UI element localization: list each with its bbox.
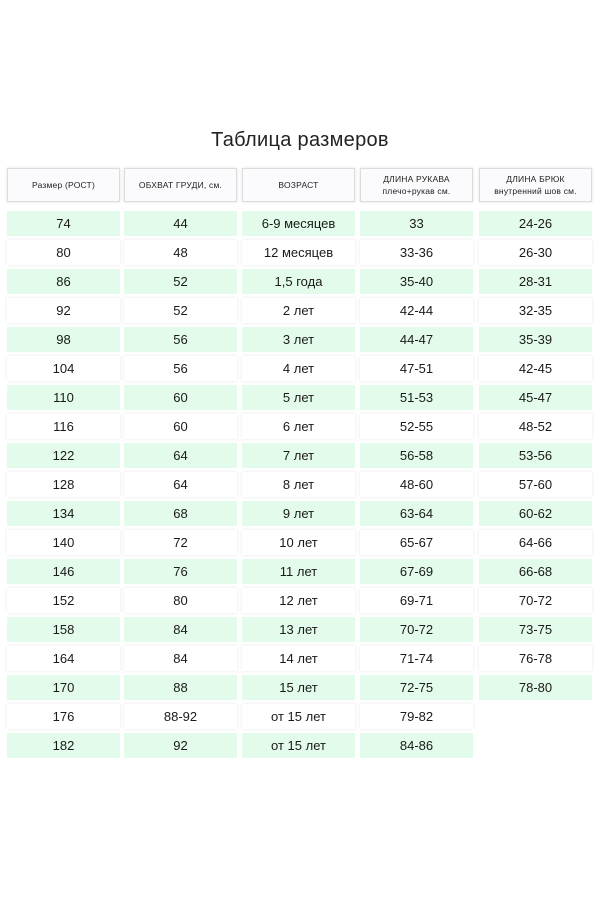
table-cell-age: 6 лет — [242, 414, 355, 439]
table-cell-size: 74 — [7, 211, 120, 236]
table-cell-chest: 52 — [124, 298, 237, 323]
table-cell-size: 164 — [7, 646, 120, 671]
table-cell-trousers: 45-47 — [479, 385, 592, 410]
column-header-age — [242, 168, 355, 202]
table-cell-chest: 56 — [124, 356, 237, 381]
table-cell-trousers: 66-68 — [479, 559, 592, 584]
table-cell-chest: 72 — [124, 530, 237, 555]
table-cell-chest: 84 — [124, 617, 237, 642]
table-cell-chest: 80 — [124, 588, 237, 613]
table-cell-chest: 56 — [124, 327, 237, 352]
table-cell-trousers: 28-31 — [479, 269, 592, 294]
table-cell-sleeve: 51-53 — [360, 385, 473, 410]
table-cell-trousers: 26-30 — [479, 240, 592, 265]
table-cell-chest: 64 — [124, 472, 237, 497]
table-cell-sleeve: 52-55 — [360, 414, 473, 439]
table-cell-trousers: 64-66 — [479, 530, 592, 555]
table-cell-chest: 48 — [124, 240, 237, 265]
table-cell-trousers: 32-35 — [479, 298, 592, 323]
table-cell-size: 158 — [7, 617, 120, 642]
table-cell-chest: 88 — [124, 675, 237, 700]
column-header-line: ОБХВАТ ГРУДИ, см. — [138, 180, 223, 190]
table-cell-size: 98 — [7, 327, 120, 352]
table-cell-trousers: 78-80 — [479, 675, 592, 700]
column-header-line: ДЛИНА РУКАВА — [383, 174, 450, 184]
table-cell-sleeve: 79-82 — [360, 704, 473, 729]
table-cell-trousers: 42-45 — [479, 356, 592, 381]
table-cell-size: 110 — [7, 385, 120, 410]
column-header-sleeve — [360, 168, 473, 202]
table-cell-size: 116 — [7, 414, 120, 439]
table-cell-sleeve: 47-51 — [360, 356, 473, 381]
table-cell-age: 15 лет — [242, 675, 355, 700]
table-cell-age: 7 лет — [242, 443, 355, 468]
table-cell-size: 134 — [7, 501, 120, 526]
table-cell-sleeve: 72-75 — [360, 675, 473, 700]
table-cell-age: 12 лет — [242, 588, 355, 613]
table-cell-chest: 92 — [124, 733, 237, 758]
table-cell-trousers: 24-26 — [479, 211, 592, 236]
table-cell-age: 13 лет — [242, 617, 355, 642]
table-cell-age: 2 лет — [242, 298, 355, 323]
table-cell-sleeve: 67-69 — [360, 559, 473, 584]
table-cell-chest: 64 — [124, 443, 237, 468]
column-header-line: ВОЗРАСТ — [278, 180, 319, 190]
table-cell-size: 152 — [7, 588, 120, 613]
table-cell-trousers: 57-60 — [479, 472, 592, 497]
table-cell-size: 92 — [7, 298, 120, 323]
table-cell-chest: 84 — [124, 646, 237, 671]
table-cell-size: 86 — [7, 269, 120, 294]
table-cell-chest: 44 — [124, 211, 237, 236]
table-cell-size: 128 — [7, 472, 120, 497]
table-cell-size: 182 — [7, 733, 120, 758]
table-cell-sleeve: 35-40 — [360, 269, 473, 294]
table-cell-chest: 88-92 — [124, 704, 237, 729]
table-cell-age: 14 лет — [242, 646, 355, 671]
table-cell-chest: 76 — [124, 559, 237, 584]
table-cell-sleeve: 70-72 — [360, 617, 473, 642]
table-cell-chest: 60 — [124, 414, 237, 439]
page-title: Таблица размеров — [211, 129, 389, 151]
table-cell-sleeve: 56-58 — [360, 443, 473, 468]
table-cell-age: 5 лет — [242, 385, 355, 410]
table-cell-age: 8 лет — [242, 472, 355, 497]
table-cell-age: 10 лет — [242, 530, 355, 555]
table-cell-age: 6-9 месяцев — [242, 211, 355, 236]
table-cell-chest: 68 — [124, 501, 237, 526]
table-cell-trousers: 70-72 — [479, 588, 592, 613]
table-cell-size: 170 — [7, 675, 120, 700]
table-cell-sleeve: 48-60 — [360, 472, 473, 497]
table-cell-size: 146 — [7, 559, 120, 584]
table-cell-sleeve: 33-36 — [360, 240, 473, 265]
table-cell-age: 3 лет — [242, 327, 355, 352]
column-header-size — [7, 168, 120, 202]
table-cell-trousers: 60-62 — [479, 501, 592, 526]
column-header-line: внутренний шов см. — [494, 186, 577, 196]
table-cell-size: 122 — [7, 443, 120, 468]
table-cell-sleeve: 84-86 — [360, 733, 473, 758]
table-cell-sleeve: 69-71 — [360, 588, 473, 613]
table-cell-age: 11 лет — [242, 559, 355, 584]
table-cell-trousers: 53-56 — [479, 443, 592, 468]
table-cell-sleeve: 71-74 — [360, 646, 473, 671]
table-cell-chest: 60 — [124, 385, 237, 410]
column-header-trousers — [479, 168, 592, 202]
column-header-line: Размер (РОСТ) — [32, 180, 95, 190]
table-cell-age: от 15 лет — [242, 733, 355, 758]
column-header-line: плечо+рукав см. — [382, 186, 451, 196]
table-cell-sleeve: 33 — [360, 211, 473, 236]
table-cell-trousers: 73-75 — [479, 617, 592, 642]
table-cell-trousers: 35-39 — [479, 327, 592, 352]
table-cell-age: 12 месяцев — [242, 240, 355, 265]
table-cell-size: 140 — [7, 530, 120, 555]
table-cell-size: 176 — [7, 704, 120, 729]
table-cell-sleeve: 63-64 — [360, 501, 473, 526]
table-cell-sleeve: 44-47 — [360, 327, 473, 352]
table-cell-size: 104 — [7, 356, 120, 381]
table-cell-age: 1,5 года — [242, 269, 355, 294]
table-cell-size: 80 — [7, 240, 120, 265]
table-cell-trousers: 48-52 — [479, 414, 592, 439]
table-cell-trousers: 76-78 — [479, 646, 592, 671]
table-cell-sleeve: 65-67 — [360, 530, 473, 555]
table-cell-age: 9 лет — [242, 501, 355, 526]
column-header-line: ДЛИНА БРЮК — [506, 174, 565, 184]
table-cell-age: от 15 лет — [242, 704, 355, 729]
table-cell-chest: 52 — [124, 269, 237, 294]
table-cell-sleeve: 42-44 — [360, 298, 473, 323]
column-header-chest — [124, 168, 237, 202]
table-cell-age: 4 лет — [242, 356, 355, 381]
